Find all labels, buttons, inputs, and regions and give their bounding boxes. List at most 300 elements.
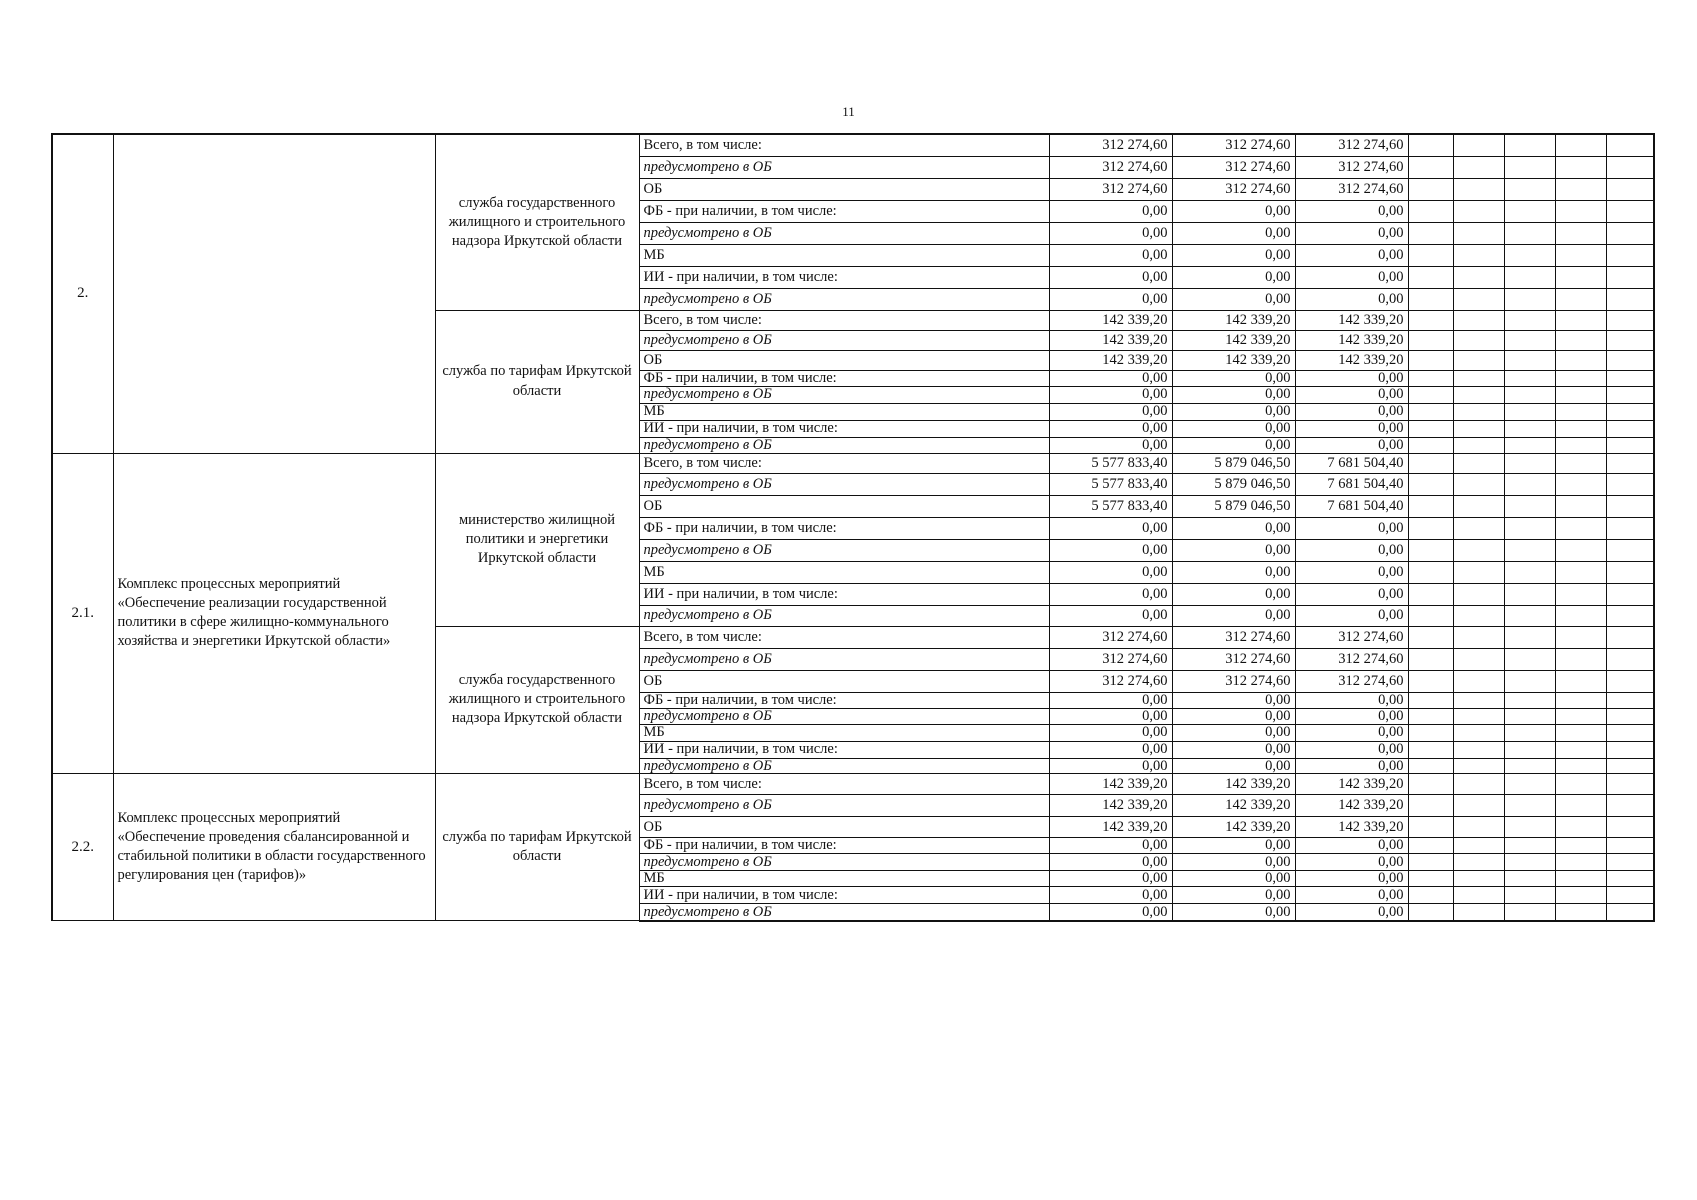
empty-cell xyxy=(1453,838,1504,854)
amount-v3: 0,00 xyxy=(1295,724,1408,741)
empty-cell xyxy=(1504,795,1555,817)
empty-cell xyxy=(1555,887,1606,904)
empty-cell xyxy=(1453,648,1504,670)
program-name: Комплекс процессных мероприятий «Обеспечение реализации государственной политики в сфере жилищно-коммунального хозяйства и энергетики Иркутской области» xyxy=(113,453,435,774)
empty-cell xyxy=(1606,854,1654,871)
empty-cell xyxy=(1606,741,1654,758)
empty-cell xyxy=(1453,310,1504,330)
funding-source: ОБ xyxy=(639,178,1049,200)
empty-cell xyxy=(1408,310,1453,330)
empty-cell xyxy=(1555,266,1606,288)
empty-cell xyxy=(1555,453,1606,473)
empty-cell xyxy=(1555,648,1606,670)
empty-cell xyxy=(1408,795,1453,817)
empty-cell xyxy=(1408,420,1453,437)
empty-cell xyxy=(1453,156,1504,178)
empty-cell xyxy=(1408,871,1453,887)
amount-v3: 142 339,20 xyxy=(1295,310,1408,330)
funding-source: ФБ - при наличии, в том числе: xyxy=(639,692,1049,708)
empty-cell xyxy=(1408,437,1453,453)
amount-v2: 0,00 xyxy=(1172,583,1295,605)
amount-v1: 0,00 xyxy=(1049,904,1172,921)
amount-v2: 142 339,20 xyxy=(1172,310,1295,330)
funding-source: МБ xyxy=(639,724,1049,741)
empty-cell xyxy=(1504,200,1555,222)
empty-cell xyxy=(1453,774,1504,795)
funding-source: Всего, в том числе: xyxy=(639,774,1049,795)
amount-v1: 142 339,20 xyxy=(1049,817,1172,838)
amount-v3: 0,00 xyxy=(1295,605,1408,626)
amount-v2: 0,00 xyxy=(1172,887,1295,904)
empty-cell xyxy=(1504,420,1555,437)
funding-source: предусмотрено в ОБ xyxy=(639,758,1049,774)
empty-cell xyxy=(1606,310,1654,330)
amount-v3: 142 339,20 xyxy=(1295,817,1408,838)
empty-cell xyxy=(1555,583,1606,605)
empty-cell xyxy=(1606,453,1654,473)
empty-cell xyxy=(1606,670,1654,692)
empty-cell xyxy=(1606,539,1654,561)
amount-v1: 0,00 xyxy=(1049,288,1172,310)
empty-cell xyxy=(1504,887,1555,904)
empty-cell xyxy=(1606,437,1654,453)
empty-cell xyxy=(1453,386,1504,403)
empty-cell xyxy=(1408,758,1453,774)
empty-cell xyxy=(1453,178,1504,200)
empty-cell xyxy=(1606,495,1654,517)
empty-cell xyxy=(1606,266,1654,288)
empty-cell xyxy=(1453,453,1504,473)
empty-cell xyxy=(1453,266,1504,288)
funding-source: ФБ - при наличии, в том числе: xyxy=(639,200,1049,222)
empty-cell xyxy=(1555,724,1606,741)
amount-v1: 0,00 xyxy=(1049,437,1172,453)
amount-v3: 0,00 xyxy=(1295,403,1408,420)
amount-v3: 312 274,60 xyxy=(1295,178,1408,200)
empty-cell xyxy=(1504,517,1555,539)
funding-table xyxy=(51,133,1655,922)
empty-cell xyxy=(1408,330,1453,350)
empty-cell xyxy=(1555,692,1606,708)
amount-v3: 0,00 xyxy=(1295,539,1408,561)
amount-v2: 0,00 xyxy=(1172,370,1295,386)
amount-v3: 142 339,20 xyxy=(1295,774,1408,795)
empty-cell xyxy=(1504,854,1555,871)
funding-source: предусмотрено в ОБ xyxy=(639,854,1049,871)
amount-v2: 0,00 xyxy=(1172,605,1295,626)
amount-v1: 0,00 xyxy=(1049,724,1172,741)
amount-v1: 0,00 xyxy=(1049,517,1172,539)
amount-v1: 0,00 xyxy=(1049,708,1172,724)
empty-cell xyxy=(1504,724,1555,741)
amount-v3: 0,00 xyxy=(1295,887,1408,904)
empty-cell xyxy=(1408,134,1453,156)
empty-cell xyxy=(1606,648,1654,670)
amount-v1: 312 274,60 xyxy=(1049,626,1172,648)
empty-cell xyxy=(1606,692,1654,708)
amount-v3: 0,00 xyxy=(1295,583,1408,605)
amount-v2: 142 339,20 xyxy=(1172,795,1295,817)
empty-cell xyxy=(1453,222,1504,244)
amount-v2: 0,00 xyxy=(1172,244,1295,266)
amount-v1: 0,00 xyxy=(1049,403,1172,420)
empty-cell xyxy=(1453,741,1504,758)
empty-cell xyxy=(1606,178,1654,200)
empty-cell xyxy=(1606,222,1654,244)
empty-cell xyxy=(1408,887,1453,904)
funding-source: МБ xyxy=(639,561,1049,583)
empty-cell xyxy=(1408,561,1453,583)
empty-cell xyxy=(1408,817,1453,838)
funding-source: ИИ - при наличии, в том числе: xyxy=(639,583,1049,605)
amount-v3: 312 274,60 xyxy=(1295,648,1408,670)
amount-v2: 0,00 xyxy=(1172,386,1295,403)
funding-source: предусмотрено в ОБ xyxy=(639,288,1049,310)
empty-cell xyxy=(1555,222,1606,244)
empty-cell xyxy=(1453,420,1504,437)
amount-v1: 5 577 833,40 xyxy=(1049,473,1172,495)
amount-v2: 312 274,60 xyxy=(1172,134,1295,156)
empty-cell xyxy=(1555,473,1606,495)
empty-cell xyxy=(1453,795,1504,817)
empty-cell xyxy=(1408,495,1453,517)
table-row xyxy=(52,453,1654,473)
empty-cell xyxy=(1606,473,1654,495)
amount-v1: 312 274,60 xyxy=(1049,670,1172,692)
empty-cell xyxy=(1504,473,1555,495)
amount-v1: 0,00 xyxy=(1049,420,1172,437)
empty-cell xyxy=(1555,200,1606,222)
empty-cell xyxy=(1408,904,1453,921)
amount-v3: 0,00 xyxy=(1295,420,1408,437)
empty-cell xyxy=(1453,561,1504,583)
empty-cell xyxy=(1555,350,1606,370)
funding-source: предусмотрено в ОБ xyxy=(639,437,1049,453)
empty-cell xyxy=(1555,626,1606,648)
empty-cell xyxy=(1408,854,1453,871)
empty-cell xyxy=(1606,200,1654,222)
empty-cell xyxy=(1453,854,1504,871)
executor-name: служба государственного жилищного и строительного надзора Иркутской области xyxy=(435,134,639,310)
amount-v3: 0,00 xyxy=(1295,708,1408,724)
program-name: Комплекс процессных мероприятий «Обеспечение проведения сбалансированной и стабильной политики в области государственного регулирования цен (тарифов)» xyxy=(113,774,435,921)
empty-cell xyxy=(1555,838,1606,854)
page-number: 11 xyxy=(842,104,855,119)
empty-cell xyxy=(1408,539,1453,561)
empty-cell xyxy=(1504,370,1555,386)
empty-cell xyxy=(1504,288,1555,310)
table-row xyxy=(52,134,1654,156)
amount-v1: 0,00 xyxy=(1049,386,1172,403)
amount-v2: 0,00 xyxy=(1172,758,1295,774)
amount-v3: 7 681 504,40 xyxy=(1295,453,1408,473)
empty-cell xyxy=(1606,386,1654,403)
amount-v2: 0,00 xyxy=(1172,403,1295,420)
empty-cell xyxy=(1504,437,1555,453)
funding-source: ОБ xyxy=(639,670,1049,692)
funding-source: ОБ xyxy=(639,817,1049,838)
empty-cell xyxy=(1606,724,1654,741)
empty-cell xyxy=(1408,708,1453,724)
table-row xyxy=(52,774,1654,795)
empty-cell xyxy=(1606,403,1654,420)
empty-cell xyxy=(1555,774,1606,795)
amount-v2: 5 879 046,50 xyxy=(1172,473,1295,495)
empty-cell xyxy=(1555,403,1606,420)
empty-cell xyxy=(1504,583,1555,605)
amount-v1: 0,00 xyxy=(1049,200,1172,222)
amount-v1: 142 339,20 xyxy=(1049,795,1172,817)
empty-cell xyxy=(1504,605,1555,626)
funding-source: предусмотрено в ОБ xyxy=(639,539,1049,561)
amount-v2: 0,00 xyxy=(1172,539,1295,561)
amount-v2: 0,00 xyxy=(1172,854,1295,871)
empty-cell xyxy=(1453,605,1504,626)
funding-source: ИИ - при наличии, в том числе: xyxy=(639,266,1049,288)
amount-v2: 0,00 xyxy=(1172,561,1295,583)
funding-source: ФБ - при наличии, в том числе: xyxy=(639,370,1049,386)
empty-cell xyxy=(1555,310,1606,330)
amount-v1: 0,00 xyxy=(1049,539,1172,561)
empty-cell xyxy=(1408,517,1453,539)
empty-cell xyxy=(1408,403,1453,420)
empty-cell xyxy=(1606,350,1654,370)
empty-cell xyxy=(1606,244,1654,266)
funding-source: предусмотрено в ОБ xyxy=(639,708,1049,724)
amount-v3: 0,00 xyxy=(1295,437,1408,453)
empty-cell xyxy=(1606,605,1654,626)
funding-source: ИИ - при наличии, в том числе: xyxy=(639,420,1049,437)
empty-cell xyxy=(1606,871,1654,887)
amount-v2: 0,00 xyxy=(1172,420,1295,437)
empty-cell xyxy=(1453,473,1504,495)
funding-source: Всего, в том числе: xyxy=(639,626,1049,648)
funding-source: Всего, в том числе: xyxy=(639,134,1049,156)
amount-v2: 5 879 046,50 xyxy=(1172,495,1295,517)
empty-cell xyxy=(1408,473,1453,495)
empty-cell xyxy=(1504,495,1555,517)
amount-v3: 142 339,20 xyxy=(1295,330,1408,350)
empty-cell xyxy=(1408,156,1453,178)
empty-cell xyxy=(1555,539,1606,561)
empty-cell xyxy=(1453,200,1504,222)
empty-cell xyxy=(1408,648,1453,670)
empty-cell xyxy=(1504,310,1555,330)
empty-cell xyxy=(1555,708,1606,724)
amount-v1: 312 274,60 xyxy=(1049,156,1172,178)
funding-source: Всего, в том числе: xyxy=(639,310,1049,330)
amount-v2: 312 274,60 xyxy=(1172,626,1295,648)
amount-v1: 5 577 833,40 xyxy=(1049,495,1172,517)
empty-cell xyxy=(1504,758,1555,774)
amount-v1: 5 577 833,40 xyxy=(1049,453,1172,473)
amount-v1: 312 274,60 xyxy=(1049,134,1172,156)
empty-cell xyxy=(1453,692,1504,708)
empty-cell xyxy=(1606,156,1654,178)
empty-cell xyxy=(1453,244,1504,266)
empty-cell xyxy=(1408,244,1453,266)
empty-cell xyxy=(1555,330,1606,350)
empty-cell xyxy=(1555,156,1606,178)
amount-v3: 0,00 xyxy=(1295,692,1408,708)
amount-v1: 0,00 xyxy=(1049,561,1172,583)
amount-v2: 0,00 xyxy=(1172,222,1295,244)
amount-v3: 312 274,60 xyxy=(1295,134,1408,156)
amount-v1: 0,00 xyxy=(1049,758,1172,774)
empty-cell xyxy=(1453,288,1504,310)
empty-cell xyxy=(1555,517,1606,539)
empty-cell xyxy=(1606,626,1654,648)
empty-cell xyxy=(1606,583,1654,605)
amount-v3: 0,00 xyxy=(1295,517,1408,539)
amount-v3: 312 274,60 xyxy=(1295,156,1408,178)
amount-v1: 0,00 xyxy=(1049,887,1172,904)
amount-v2: 0,00 xyxy=(1172,437,1295,453)
amount-v2: 0,00 xyxy=(1172,266,1295,288)
empty-cell xyxy=(1504,178,1555,200)
funding-source: предусмотрено в ОБ xyxy=(639,605,1049,626)
empty-cell xyxy=(1504,453,1555,473)
row-number: 2.2. xyxy=(52,774,113,921)
empty-cell xyxy=(1555,741,1606,758)
funding-source: ОБ xyxy=(639,350,1049,370)
empty-cell xyxy=(1408,626,1453,648)
funding-source: предусмотрено в ОБ xyxy=(639,222,1049,244)
amount-v2: 142 339,20 xyxy=(1172,774,1295,795)
empty-cell xyxy=(1606,887,1654,904)
amount-v1: 0,00 xyxy=(1049,370,1172,386)
empty-cell xyxy=(1555,370,1606,386)
amount-v3: 0,00 xyxy=(1295,244,1408,266)
executor-name: служба по тарифам Иркутской области xyxy=(435,774,639,921)
empty-cell xyxy=(1504,708,1555,724)
empty-cell xyxy=(1504,539,1555,561)
empty-cell xyxy=(1606,795,1654,817)
empty-cell xyxy=(1606,517,1654,539)
funding-source: предусмотрено в ОБ xyxy=(639,386,1049,403)
empty-cell xyxy=(1504,648,1555,670)
amount-v3: 0,00 xyxy=(1295,386,1408,403)
funding-source: МБ xyxy=(639,871,1049,887)
empty-cell xyxy=(1606,134,1654,156)
amount-v1: 142 339,20 xyxy=(1049,330,1172,350)
empty-cell xyxy=(1504,266,1555,288)
amount-v1: 142 339,20 xyxy=(1049,350,1172,370)
empty-cell xyxy=(1504,626,1555,648)
empty-cell xyxy=(1504,244,1555,266)
amount-v1: 0,00 xyxy=(1049,605,1172,626)
empty-cell xyxy=(1408,724,1453,741)
empty-cell xyxy=(1453,330,1504,350)
empty-cell xyxy=(1555,420,1606,437)
amount-v3: 312 274,60 xyxy=(1295,626,1408,648)
empty-cell xyxy=(1504,350,1555,370)
amount-v1: 0,00 xyxy=(1049,266,1172,288)
empty-cell xyxy=(1453,708,1504,724)
empty-cell xyxy=(1453,403,1504,420)
empty-cell xyxy=(1453,724,1504,741)
amount-v3: 0,00 xyxy=(1295,758,1408,774)
program-name xyxy=(113,134,435,453)
empty-cell xyxy=(1408,692,1453,708)
amount-v1: 0,00 xyxy=(1049,583,1172,605)
empty-cell xyxy=(1453,495,1504,517)
empty-cell xyxy=(1408,178,1453,200)
amount-v1: 0,00 xyxy=(1049,854,1172,871)
amount-v1: 0,00 xyxy=(1049,222,1172,244)
amount-v1: 0,00 xyxy=(1049,244,1172,266)
empty-cell xyxy=(1555,561,1606,583)
amount-v2: 142 339,20 xyxy=(1172,817,1295,838)
amount-v2: 0,00 xyxy=(1172,724,1295,741)
empty-cell xyxy=(1408,774,1453,795)
empty-cell xyxy=(1453,626,1504,648)
amount-v3: 142 339,20 xyxy=(1295,795,1408,817)
empty-cell xyxy=(1453,758,1504,774)
empty-cell xyxy=(1453,134,1504,156)
amount-v1: 142 339,20 xyxy=(1049,310,1172,330)
empty-cell xyxy=(1408,266,1453,288)
empty-cell xyxy=(1606,838,1654,854)
amount-v3: 0,00 xyxy=(1295,222,1408,244)
executor-name: министерство жилищной политики и энергетики Иркутской области xyxy=(435,453,639,626)
amount-v2: 312 274,60 xyxy=(1172,648,1295,670)
amount-v2: 0,00 xyxy=(1172,871,1295,887)
empty-cell xyxy=(1408,670,1453,692)
empty-cell xyxy=(1555,288,1606,310)
empty-cell xyxy=(1504,330,1555,350)
empty-cell xyxy=(1606,420,1654,437)
amount-v2: 5 879 046,50 xyxy=(1172,453,1295,473)
amount-v3: 0,00 xyxy=(1295,871,1408,887)
empty-cell xyxy=(1408,838,1453,854)
funding-source: ФБ - при наличии, в том числе: xyxy=(639,517,1049,539)
amount-v1: 312 274,60 xyxy=(1049,648,1172,670)
empty-cell xyxy=(1555,437,1606,453)
executor-name: служба государственного жилищного и строительного надзора Иркутской области xyxy=(435,626,639,774)
amount-v3: 0,00 xyxy=(1295,200,1408,222)
amount-v2: 0,00 xyxy=(1172,904,1295,921)
amount-v1: 142 339,20 xyxy=(1049,774,1172,795)
empty-cell xyxy=(1504,403,1555,420)
empty-cell xyxy=(1408,222,1453,244)
empty-cell xyxy=(1606,561,1654,583)
amount-v2: 312 274,60 xyxy=(1172,156,1295,178)
empty-cell xyxy=(1504,817,1555,838)
funding-source: ФБ - при наличии, в том числе: xyxy=(639,838,1049,854)
empty-cell xyxy=(1606,904,1654,921)
funding-source: предусмотрено в ОБ xyxy=(639,648,1049,670)
empty-cell xyxy=(1453,539,1504,561)
funding-source: МБ xyxy=(639,244,1049,266)
empty-cell xyxy=(1555,386,1606,403)
amount-v3: 0,00 xyxy=(1295,561,1408,583)
empty-cell xyxy=(1453,437,1504,453)
empty-cell xyxy=(1408,453,1453,473)
empty-cell xyxy=(1606,774,1654,795)
funding-source: предусмотрено в ОБ xyxy=(639,330,1049,350)
amount-v3: 0,00 xyxy=(1295,288,1408,310)
empty-cell xyxy=(1453,817,1504,838)
empty-cell xyxy=(1408,288,1453,310)
empty-cell xyxy=(1504,904,1555,921)
funding-source: предусмотрено в ОБ xyxy=(639,473,1049,495)
empty-cell xyxy=(1408,350,1453,370)
empty-cell xyxy=(1408,200,1453,222)
funding-source: предусмотрено в ОБ xyxy=(639,156,1049,178)
funding-source: МБ xyxy=(639,403,1049,420)
empty-cell xyxy=(1606,708,1654,724)
